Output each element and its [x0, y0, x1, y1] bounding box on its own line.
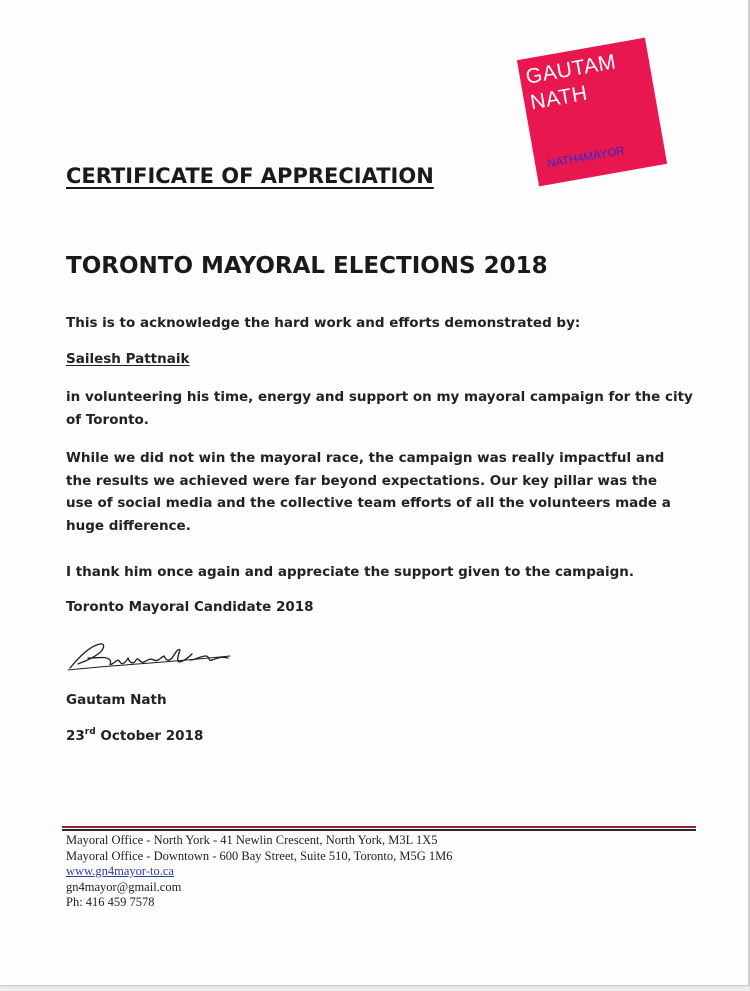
signatory-name: Gautam Nath — [66, 692, 167, 708]
acknowledgement-text: This is to acknowledge the hard work and efforts demonstrated by: — [66, 315, 581, 331]
email-address: gn4mayor@gmail.com — [66, 879, 182, 894]
office-downtown: Mayoral Office - Downtown - 600 Bay Street, Suite 510, Toronto, M5G 1M6 — [66, 848, 453, 863]
phone-number: Ph: 416 459 7578 — [66, 895, 155, 909]
event-title: TORONTO MAYORAL ELECTIONS 2018 — [66, 253, 548, 279]
thanks-paragraph: I thank him once again and appreciate the support given to the campaign. — [66, 564, 635, 580]
outcome-paragraph: While we did not win the mayoral race, the campaign was really impactful and the results we achieved were far beyond expectations. Our key pillar was the use of social media and the collective team efforts of all the volunteers made a huge difference. — [66, 450, 671, 534]
date-day: 23 — [66, 728, 85, 744]
office-north-york: Mayoral Office - North York - 41 Newlin Crescent, North York, M3L 1X5 — [66, 833, 438, 847]
date-month-year: October 2018 — [95, 728, 204, 744]
footer-contact — [66, 833, 452, 911]
recipient-name: Sailesh Pattnaik — [66, 351, 190, 367]
handwritten-signature — [60, 636, 240, 676]
candidate-title: Toronto Mayoral Candidate 2018 — [66, 599, 314, 615]
campaign-logo — [517, 38, 667, 187]
website-link[interactable]: www.gn4mayor-to.ca — [66, 864, 174, 878]
footer-divider-dark — [62, 829, 696, 831]
certificate-title: CERTIFICATE OF APPRECIATION — [66, 164, 434, 188]
date-ordinal-suffix: rd — [84, 726, 96, 737]
logo-tagline: NATH4MAYOR — [546, 145, 626, 171]
footer-divider-red — [62, 826, 696, 828]
logo-name: GAUTAM NATH — [523, 50, 618, 115]
volunteering-paragraph: in volunteering his time, energy and support on my mayoral campaign for the city of Toronto. — [66, 389, 693, 428]
certificate-date — [66, 725, 696, 748]
